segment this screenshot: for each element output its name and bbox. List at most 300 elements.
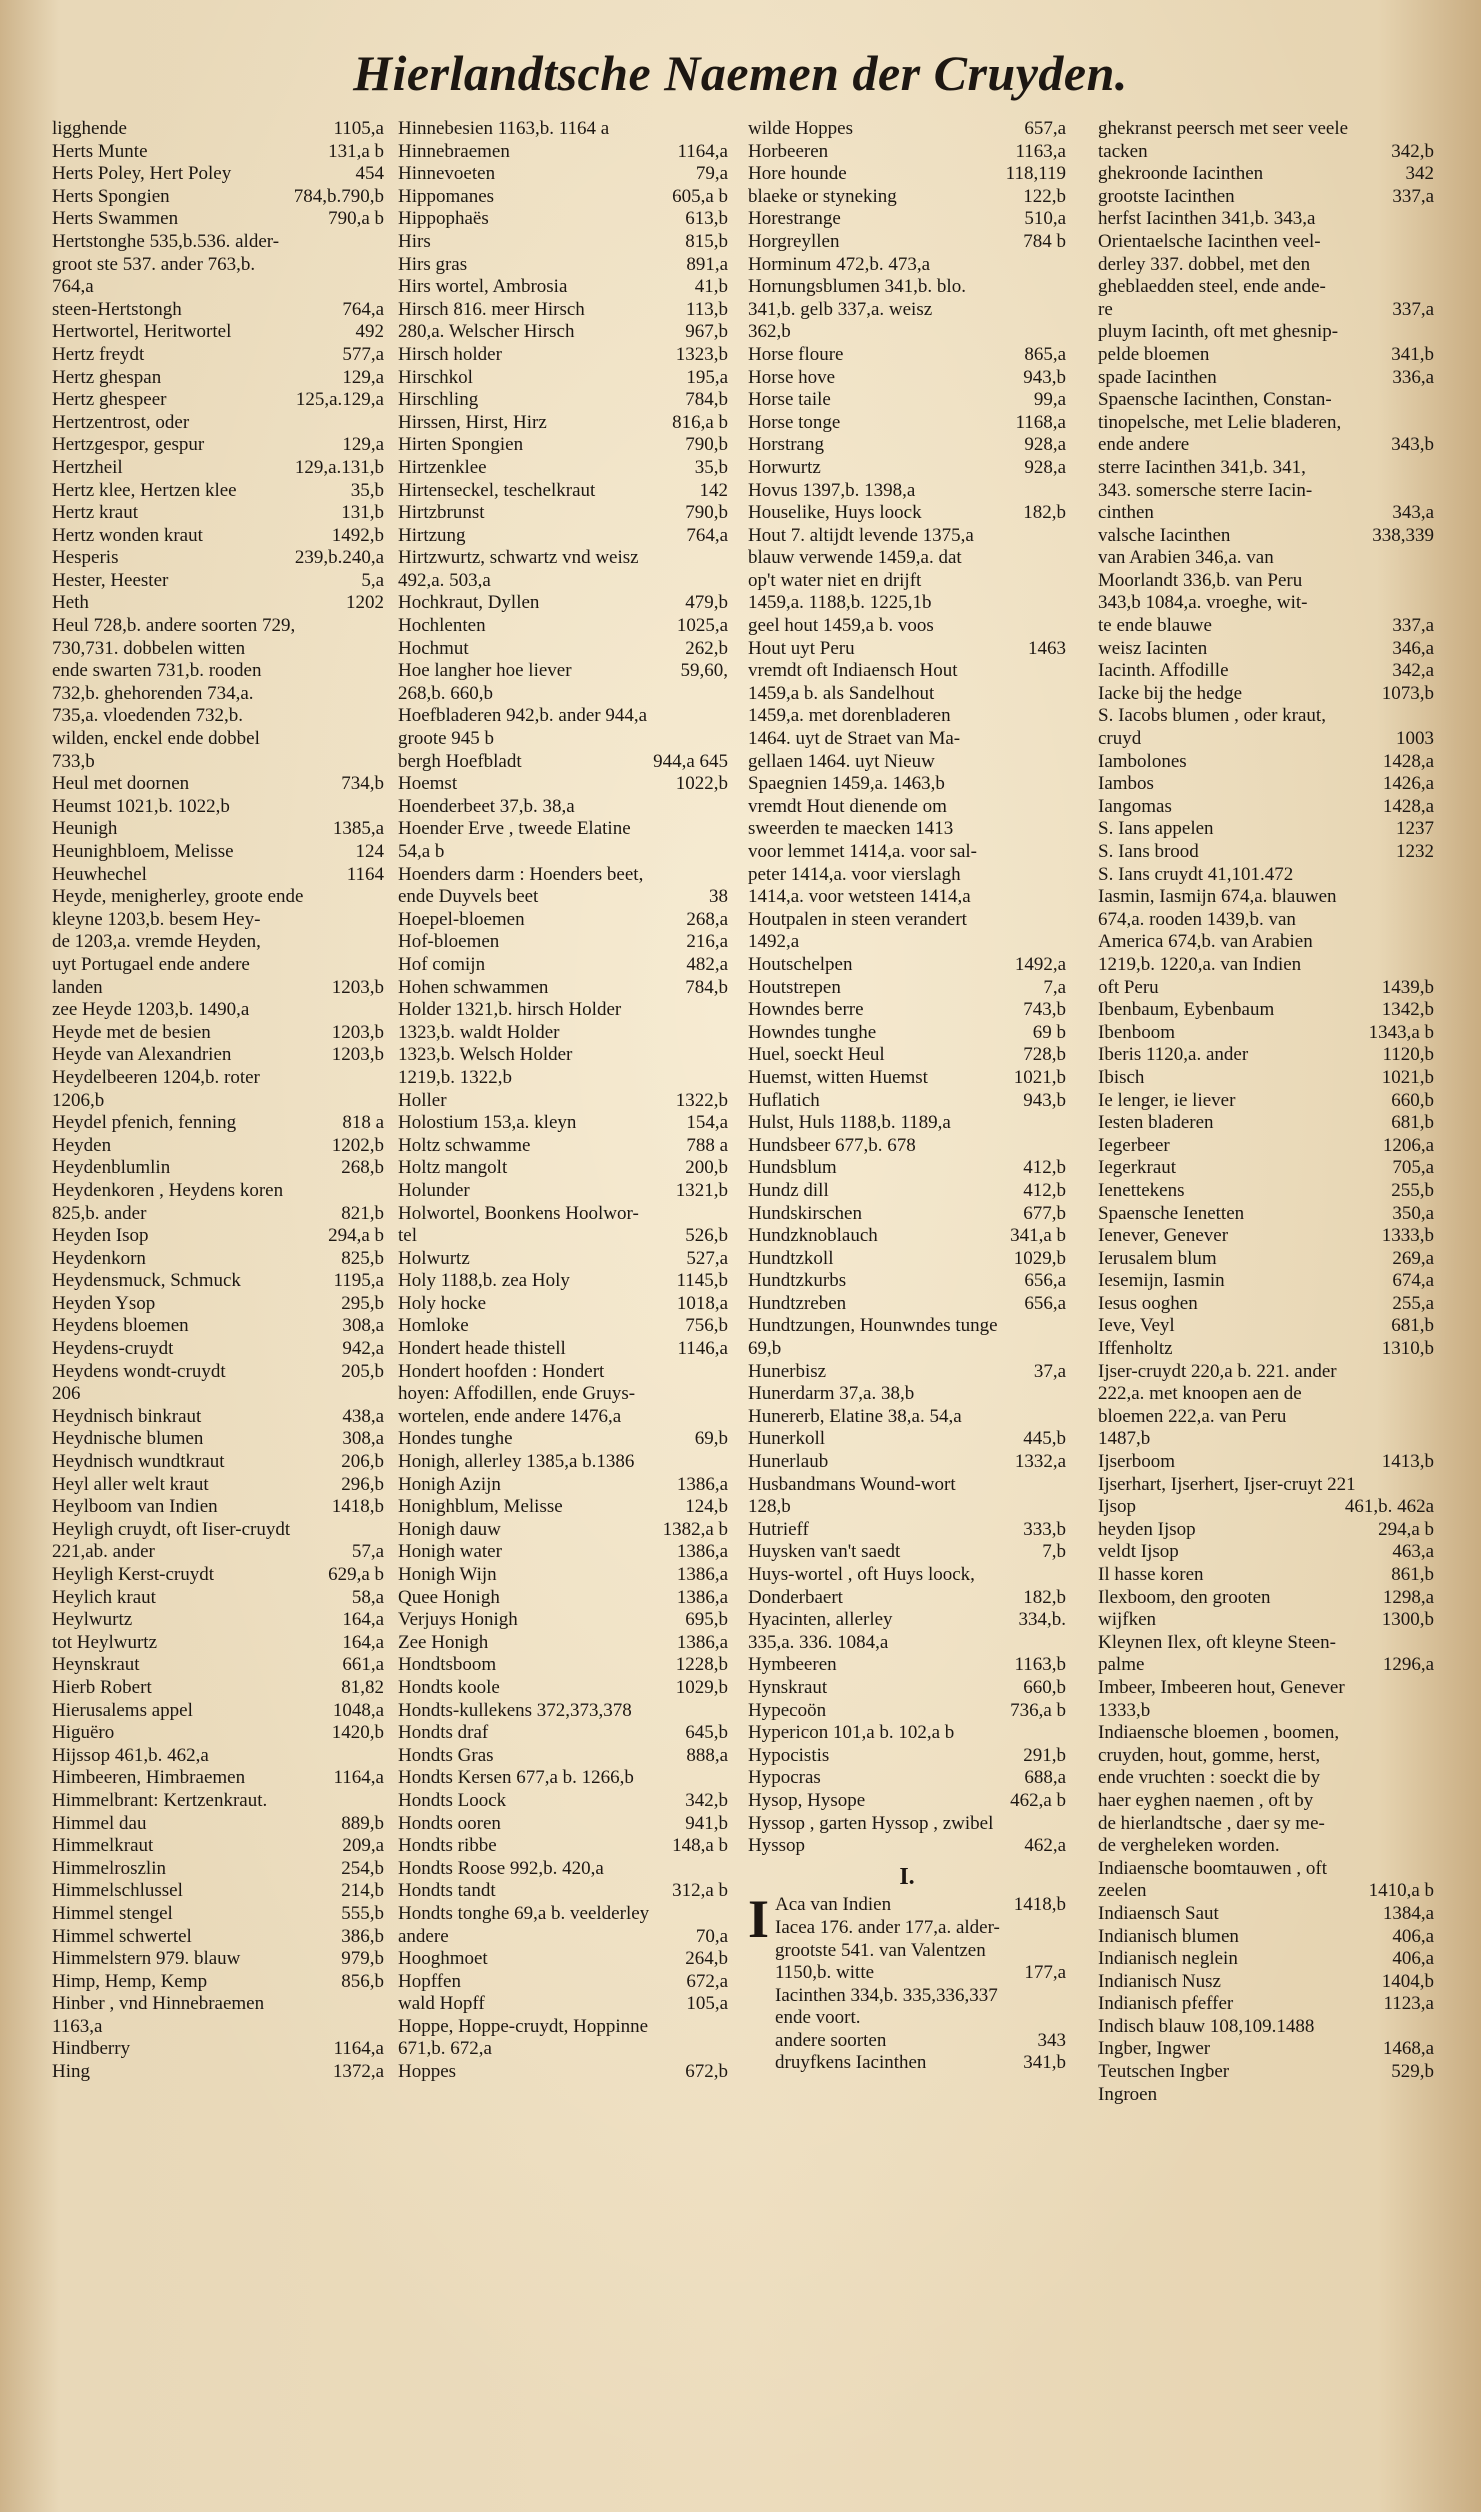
entry-name: Hippophaës	[398, 208, 489, 230]
entry-ref: 1382,a b	[662, 1518, 728, 1540]
entry-name: 1219,b. 1220,a. van Indien	[1098, 953, 1302, 975]
entry-name: Hinnebesien 1163,b. 1164 a	[398, 118, 610, 139]
index-entry	[1098, 999, 1434, 1022]
entry-name: ghekroonde Iacinthen	[1098, 163, 1264, 185]
entry-ref: 254,b	[341, 1857, 384, 1879]
entry-ref: 308,a	[342, 1428, 384, 1450]
entry-name: 69,b	[748, 1338, 782, 1360]
index-entry	[398, 457, 728, 480]
entry-ref: 336,a	[1392, 366, 1434, 388]
entry-name: landen	[52, 976, 103, 998]
entry-name: Hyssop , garten Hyssop , zwibel	[748, 1812, 994, 1834]
index-entry	[748, 389, 1066, 412]
entry-name: Horminum 472,b. 473,a	[748, 253, 931, 275]
index-entry	[398, 118, 728, 141]
index-entry	[52, 1157, 384, 1180]
entry-name: Horse hove	[748, 366, 836, 388]
index-entry	[1098, 480, 1434, 503]
entry-ref: 182,b	[1023, 1586, 1066, 1608]
entry-name: ligghende	[52, 118, 127, 139]
entry-ref: 888,a	[686, 1744, 728, 1766]
index-entry	[1098, 141, 1434, 164]
entry-name: Howndes tunghe	[748, 1021, 877, 1043]
entry-ref: 555,b	[341, 1902, 384, 1924]
index-entry	[1098, 208, 1434, 231]
index-entry	[398, 818, 728, 841]
index-entry	[748, 547, 1066, 570]
entry-ref: 216,a	[686, 931, 728, 953]
entry-name: Heylboom van Indien	[52, 1496, 218, 1518]
entry-name: Horbeeren	[748, 140, 829, 162]
index-entry	[748, 1180, 1066, 1203]
entry-name: Hunerdarm 37,a. 38,b	[748, 1383, 915, 1405]
entry-name: Il hasse koren	[1098, 1564, 1204, 1585]
index-entry	[52, 141, 384, 164]
index-entry	[398, 186, 728, 209]
entry-ref: 928,a	[1024, 434, 1066, 456]
index-entry	[398, 1022, 728, 1045]
index-entry	[398, 208, 728, 231]
entry-ref: 454	[355, 163, 384, 185]
entry-name: 221,ab. ander	[52, 1541, 155, 1563]
index-entry	[398, 1971, 728, 1994]
index-entry	[1098, 547, 1434, 570]
index-entry	[52, 977, 384, 1000]
entry-name: Hondts Loock	[398, 1789, 507, 1811]
index-entry	[52, 773, 384, 796]
entry-name: Zee Honigh	[398, 1631, 489, 1653]
index-entry	[398, 1474, 728, 1497]
entry-ref: 1073,b	[1381, 682, 1434, 704]
index-entry	[748, 570, 1066, 593]
index-entry	[52, 1541, 384, 1564]
entry-name: Hertzentrost, oder	[52, 411, 190, 433]
entry-ref: 125,a.129,a	[295, 389, 384, 411]
entry-ref: 656,a	[1024, 1292, 1066, 1314]
entry-name: Horse floure	[748, 343, 844, 365]
entry-name: 335,a. 336. 1084,a	[748, 1631, 889, 1653]
entry-ref: 255,b	[1391, 1179, 1434, 1201]
entry-name: 1219,b. 1322,b	[398, 1066, 512, 1088]
index-entry	[1098, 1474, 1434, 1497]
entry-name: Hoe langher hoe liever	[398, 660, 572, 682]
entry-name: Heydens-cruydt	[52, 1338, 174, 1360]
entry-name: tot Heylwurtz	[52, 1631, 158, 1653]
entry-name: cruyden, hout, gomme, herst,	[1098, 1744, 1321, 1766]
entry-name: Hunerbisz	[748, 1360, 827, 1382]
index-entry	[398, 1225, 728, 1248]
index-entry	[1098, 954, 1434, 977]
entry-ref: 764,a	[342, 298, 384, 320]
entry-name: groote 945 b	[398, 728, 495, 750]
entry-name: de vergheleken worden.	[1098, 1835, 1280, 1857]
entry-ref: 784 b	[1023, 230, 1066, 252]
index-column-2	[398, 118, 728, 2084]
index-entry	[52, 1248, 384, 1271]
index-entry	[748, 208, 1066, 231]
entry-name: zeelen	[1098, 1880, 1147, 1902]
entry-name: Ibenboom	[1098, 1021, 1176, 1043]
entry-name: Hundtzreben	[748, 1292, 847, 1314]
entry-ref: 35,b	[694, 456, 728, 478]
index-entry	[748, 118, 1066, 141]
entry-name: gheblaedden steel, ende ande-	[1098, 276, 1326, 298]
entry-name: ghekranst peersch met seer veele	[1098, 118, 1349, 139]
index-entry	[398, 1564, 728, 1587]
entry-ref: 461,b. 462a	[1344, 1496, 1434, 1518]
index-entry	[398, 1180, 728, 1203]
entry-ref: 41,b	[694, 276, 728, 298]
index-entry	[52, 299, 384, 322]
section-i-first-entry	[748, 1889, 1066, 2075]
index-entry	[775, 2007, 1066, 2030]
entry-ref: 1163,a	[1015, 140, 1066, 162]
entry-ref: 1203,b	[331, 1021, 384, 1043]
entry-name: heyden Ijsop	[1098, 1518, 1196, 1540]
entry-name: Ibisch	[1098, 1066, 1145, 1088]
entry-ref: 268,b	[341, 1157, 384, 1179]
entry-ref: 1372,a	[332, 2061, 384, 2083]
entry-name: 735,a. vloedenden 732,b.	[52, 705, 244, 727]
index-entry	[748, 163, 1066, 186]
entry-ref: 1386,a	[676, 1541, 728, 1563]
entry-ref: 941,b	[685, 1812, 728, 1834]
index-entry	[748, 1677, 1066, 1700]
entry-name: Hirschling	[398, 389, 479, 411]
entry-name: Houtpalen in steen verandert	[748, 908, 967, 930]
entry-name: Holwortel, Boonkens Hoolwor-	[398, 1202, 639, 1224]
entry-name: hoyen: Affodillen, ende Gruys-	[398, 1383, 636, 1405]
index-entry	[748, 276, 1066, 299]
entry-name: Honigh Azijn	[398, 1473, 501, 1495]
index-entry	[1098, 728, 1434, 751]
entry-ref: 343	[1037, 2029, 1066, 2051]
entry-name: 341,b. gelb 337,a. weisz	[748, 298, 933, 320]
index-entry	[398, 1338, 728, 1361]
entry-ref: 268,a	[686, 908, 728, 930]
entry-name: Hunererb, Elatine 38,a. 54,a	[748, 1405, 962, 1427]
index-entry	[398, 1609, 728, 1632]
entry-name: Heydnisch wundtkraut	[52, 1451, 225, 1473]
entry-name: wilden, enckel ende dobbel	[52, 728, 260, 750]
index-entry	[748, 1813, 1066, 1836]
entry-name: Homloke	[398, 1315, 469, 1337]
index-entry	[398, 1790, 728, 1813]
entry-name: Heyden	[52, 1134, 112, 1156]
entry-name: Hundsbeer 677,b. 678	[748, 1134, 916, 1156]
entry-name: Hondtsboom	[398, 1654, 497, 1676]
index-entry	[398, 864, 728, 887]
index-entry	[398, 909, 728, 932]
index-entry	[52, 412, 384, 435]
entry-name: Hout 7. altijdt levende 1375,a	[748, 524, 974, 546]
entry-ref: 291,b	[1023, 1744, 1066, 1766]
entry-name: Hippomanes	[398, 185, 495, 207]
entry-ref: 1413,b	[1381, 1451, 1434, 1473]
entry-ref: 1333,b	[1381, 1225, 1434, 1247]
entry-name: Hunerlaub	[748, 1451, 829, 1473]
entry-name: andere soorten	[775, 2029, 887, 2051]
index-entry	[748, 615, 1066, 638]
entry-name: Hijssop 461,b. 462,a	[52, 1744, 209, 1766]
entry-name: Hondts ooren	[398, 1812, 501, 1834]
index-entry	[775, 2030, 1066, 2053]
index-entry	[52, 1835, 384, 1858]
entry-name: Horstrang	[748, 434, 824, 456]
entry-ref: 1426,a	[1382, 773, 1434, 795]
entry-name: ende voort.	[775, 2007, 861, 2029]
index-entry	[398, 502, 728, 525]
entry-ref: 629,a b	[328, 1564, 384, 1585]
index-entry	[52, 1948, 384, 1971]
entry-name: Hirtzwurtz, schwartz vnd weisz	[398, 547, 639, 569]
index-entry	[52, 208, 384, 231]
entry-ref: 58,a	[351, 1586, 384, 1608]
entry-ref: 1202	[346, 592, 384, 614]
index-entry	[52, 1383, 384, 1406]
entry-ref: 674,a	[1392, 1270, 1434, 1292]
index-entry	[1098, 276, 1434, 299]
entry-name: Hoenders darm : Hoenders beet,	[398, 863, 644, 885]
index-entry	[398, 1090, 728, 1113]
entry-ref: 118,119	[1005, 163, 1066, 185]
entry-name: Hof-bloemen	[398, 931, 500, 953]
entry-name: Iegerkraut	[1098, 1157, 1177, 1179]
entry-name: Hirssen, Hirst, Hirz	[398, 411, 547, 433]
entry-ref: 660,b	[1391, 1089, 1434, 1111]
index-entry	[52, 163, 384, 186]
index-entry	[748, 231, 1066, 254]
index-entry	[748, 1315, 1066, 1338]
entry-ref: 1418,b	[1013, 1894, 1066, 1916]
entry-ref: 529,b	[1391, 2061, 1434, 2083]
index-entry	[398, 1293, 728, 1316]
index-entry	[398, 1880, 728, 1903]
index-entry	[748, 1519, 1066, 1542]
entry-name: Ingroen	[1098, 2083, 1158, 2105]
index-entry	[1098, 1541, 1434, 1564]
entry-ref: 205,b	[341, 1360, 384, 1382]
index-entry	[52, 547, 384, 570]
index-entry	[52, 1677, 384, 1700]
index-entry	[748, 1338, 1066, 1361]
index-entry	[1098, 1745, 1434, 1768]
entry-ref: 1232	[1396, 841, 1434, 862]
entry-name: Hutrieff	[748, 1518, 809, 1540]
entry-name: 730,731. dobbelen witten	[52, 637, 246, 659]
index-entry	[1098, 1880, 1434, 1903]
entry-ref: 1410,a b	[1368, 1880, 1434, 1902]
index-entry	[1098, 1993, 1434, 2016]
entry-ref: 438,a	[342, 1405, 384, 1427]
entry-ref: 343,b	[1391, 434, 1434, 456]
index-entry	[52, 118, 384, 141]
index-entry	[398, 728, 728, 751]
entry-name: Heyde met de besien	[52, 1021, 211, 1043]
entry-name: gellaen 1464. uyt Nieuw	[748, 750, 935, 772]
entry-name: bergh Hoefbladt	[398, 750, 522, 772]
entry-ref: 346,a	[1392, 637, 1434, 659]
entry-name: Hirtzbrunst	[398, 502, 485, 524]
entry-ref: 412,b	[1023, 1157, 1066, 1179]
entry-name: Heuwhechel	[52, 863, 147, 885]
entry-name: Hirsch holder	[398, 343, 502, 365]
index-entry	[1098, 705, 1434, 728]
index-entry	[52, 1406, 384, 1429]
entry-name: Heydenblumlin	[52, 1157, 171, 1179]
entry-ref: 825,b	[341, 1247, 384, 1269]
index-entry	[398, 480, 728, 503]
index-entry	[1098, 299, 1434, 322]
index-entry	[52, 728, 384, 751]
entry-name: 1459,a. met dorenbladeren	[748, 705, 951, 727]
entry-ref: 1029,b	[675, 1676, 728, 1698]
entry-name: kleyne 1203,b. besem Hey-	[52, 908, 261, 930]
entry-name: 825,b. ander	[52, 1202, 147, 1224]
index-entry	[748, 954, 1066, 977]
entry-name: Iacinthen 334,b. 335,336,337	[775, 1984, 998, 2006]
entry-name: 128,b	[748, 1496, 791, 1518]
index-entry	[52, 1993, 384, 2016]
index-entry	[398, 1067, 728, 1090]
index-entry	[1098, 1338, 1434, 1361]
index-entry	[52, 909, 384, 932]
entry-name: Honigh Wijn	[398, 1564, 497, 1585]
entry-name: 1492,a	[748, 931, 800, 953]
entry-ref: 99,a	[1033, 389, 1066, 411]
entry-ref: 294,a b	[1378, 1518, 1434, 1540]
entry-ref: 164,a	[342, 1631, 384, 1653]
entry-ref: 69 b	[1032, 1021, 1066, 1043]
entry-name: bloemen 222,a. van Peru	[1098, 1405, 1287, 1427]
entry-name: Heynskraut	[52, 1654, 140, 1676]
entry-ref: 69,b	[694, 1428, 728, 1450]
entry-name: Huysken van't saedt	[748, 1541, 901, 1563]
index-entry	[748, 1767, 1066, 1790]
entry-name: Hoefbladeren 942,b. ander 944,a	[398, 705, 648, 727]
index-entry	[1098, 1813, 1434, 1836]
index-entry	[1098, 118, 1434, 141]
entry-name: Himmelbrant: Kertzenkraut.	[52, 1789, 268, 1811]
entry-name: Hysop, Hysope	[748, 1789, 866, 1811]
index-entry	[1098, 1270, 1434, 1293]
entry-ref: 1468,a	[1382, 2038, 1434, 2060]
index-entry	[748, 1428, 1066, 1451]
entry-name: Himmel stengel	[52, 1902, 173, 1924]
entry-name: ende andere	[1098, 434, 1190, 456]
entry-name: America 674,b. van Arabien	[1098, 931, 1313, 953]
entry-name: Hester, Heester	[52, 569, 169, 591]
entry-ref: 343,a	[1392, 502, 1434, 524]
entry-name: Heydelbeeren 1204,b. roter	[52, 1066, 260, 1088]
index-entry	[52, 705, 384, 728]
entry-ref: 406,a	[1392, 1948, 1434, 1970]
entry-ref: 1228,b	[675, 1654, 728, 1676]
entry-name: Ijserhart, Ijserhert, Ijser-cruyt 221	[1098, 1473, 1356, 1495]
entry-name: Iambolones	[1098, 750, 1187, 772]
index-entry	[748, 864, 1066, 887]
entry-name: S. Iacobs blumen , oder kraut,	[1098, 705, 1326, 727]
entry-name: Hinnebraemen	[398, 140, 510, 162]
entry-ref: 1123,a	[1383, 1993, 1434, 2015]
entry-name: Herts Swammen	[52, 208, 179, 230]
entry-ref: 308,a	[342, 1315, 384, 1337]
entry-ref: 57,a	[351, 1541, 384, 1563]
index-entry	[52, 1609, 384, 1632]
entry-name: tacken	[1098, 140, 1148, 162]
index-entry	[52, 186, 384, 209]
entry-name: Holunder	[398, 1179, 470, 1201]
index-entry	[52, 231, 384, 254]
entry-ref: 1384,a	[1382, 1902, 1434, 1924]
entry-ref: 239,b.240,a	[294, 547, 384, 569]
entry-ref: 1029,b	[1013, 1247, 1066, 1269]
entry-name: Heydnisch binkraut	[52, 1405, 202, 1427]
index-entry	[748, 412, 1066, 435]
entry-ref: 510,a	[1024, 208, 1066, 230]
entry-name: Heul 728,b. andere soorten 729,	[52, 615, 296, 637]
entry-name: Iasmin, Iasmijn 674,a. blauwen	[1098, 886, 1337, 908]
entry-name: wortelen, ende andere 1476,a	[398, 1405, 622, 1427]
index-entry	[1098, 1067, 1434, 1090]
entry-name: Spaensche Ienetten	[1098, 1202, 1245, 1224]
index-entry	[1098, 615, 1434, 638]
index-entry	[52, 1632, 384, 1655]
entry-name: Heth	[52, 592, 89, 614]
index-entry	[398, 2016, 728, 2039]
entry-ref: 296,b	[341, 1473, 384, 1495]
index-entry	[398, 1203, 728, 1226]
entry-ref: 195,a	[686, 366, 728, 388]
entry-name: uyt Portugael ende andere	[52, 953, 250, 975]
entry-name: 54,a b	[398, 841, 445, 862]
index-entry	[748, 1406, 1066, 1429]
entry-name: Hindberry	[52, 2038, 131, 2060]
index-entry	[748, 525, 1066, 548]
index-entry	[398, 1361, 728, 1384]
index-entry	[748, 1135, 1066, 1158]
entry-name: Iesemijn, Iasmin	[1098, 1270, 1225, 1292]
entry-name: Husbandmans Wound-wort	[748, 1473, 956, 1495]
index-entry	[748, 705, 1066, 728]
entry-ref: 386,b	[341, 1925, 384, 1947]
index-entry	[1098, 1180, 1434, 1203]
entry-ref: 482,a	[686, 953, 728, 975]
entry-name: de 1203,a. vremde Heyden,	[52, 931, 261, 953]
entry-name: Iesten bladeren	[1098, 1112, 1214, 1134]
entry-ref: 1386,a	[676, 1473, 728, 1495]
entry-name: Hundsblum	[748, 1157, 837, 1179]
entry-name: Iacinth. Affodille	[1098, 660, 1229, 682]
index-entry	[398, 276, 728, 299]
index-entry	[748, 321, 1066, 344]
index-entry	[398, 931, 728, 954]
index-entry	[398, 1993, 728, 2016]
entry-ref: 445,b	[1023, 1428, 1066, 1450]
entry-ref: 333,b	[1023, 1518, 1066, 1540]
entry-ref: 338,339	[1372, 524, 1434, 546]
entry-name: Herts Poley, Hert Poley	[52, 163, 232, 185]
index-entry	[1098, 1519, 1434, 1542]
index-entry	[1098, 1677, 1434, 1700]
index-entry	[52, 570, 384, 593]
entry-ref: 350,a	[1392, 1202, 1434, 1224]
entry-name: sweerden te maecken 1413	[748, 818, 954, 840]
index-entry	[398, 570, 728, 593]
index-entry	[398, 525, 728, 548]
index-entry	[748, 1745, 1066, 1768]
entry-name: herfst Iacinthen 341,b. 343,a	[1098, 208, 1316, 230]
